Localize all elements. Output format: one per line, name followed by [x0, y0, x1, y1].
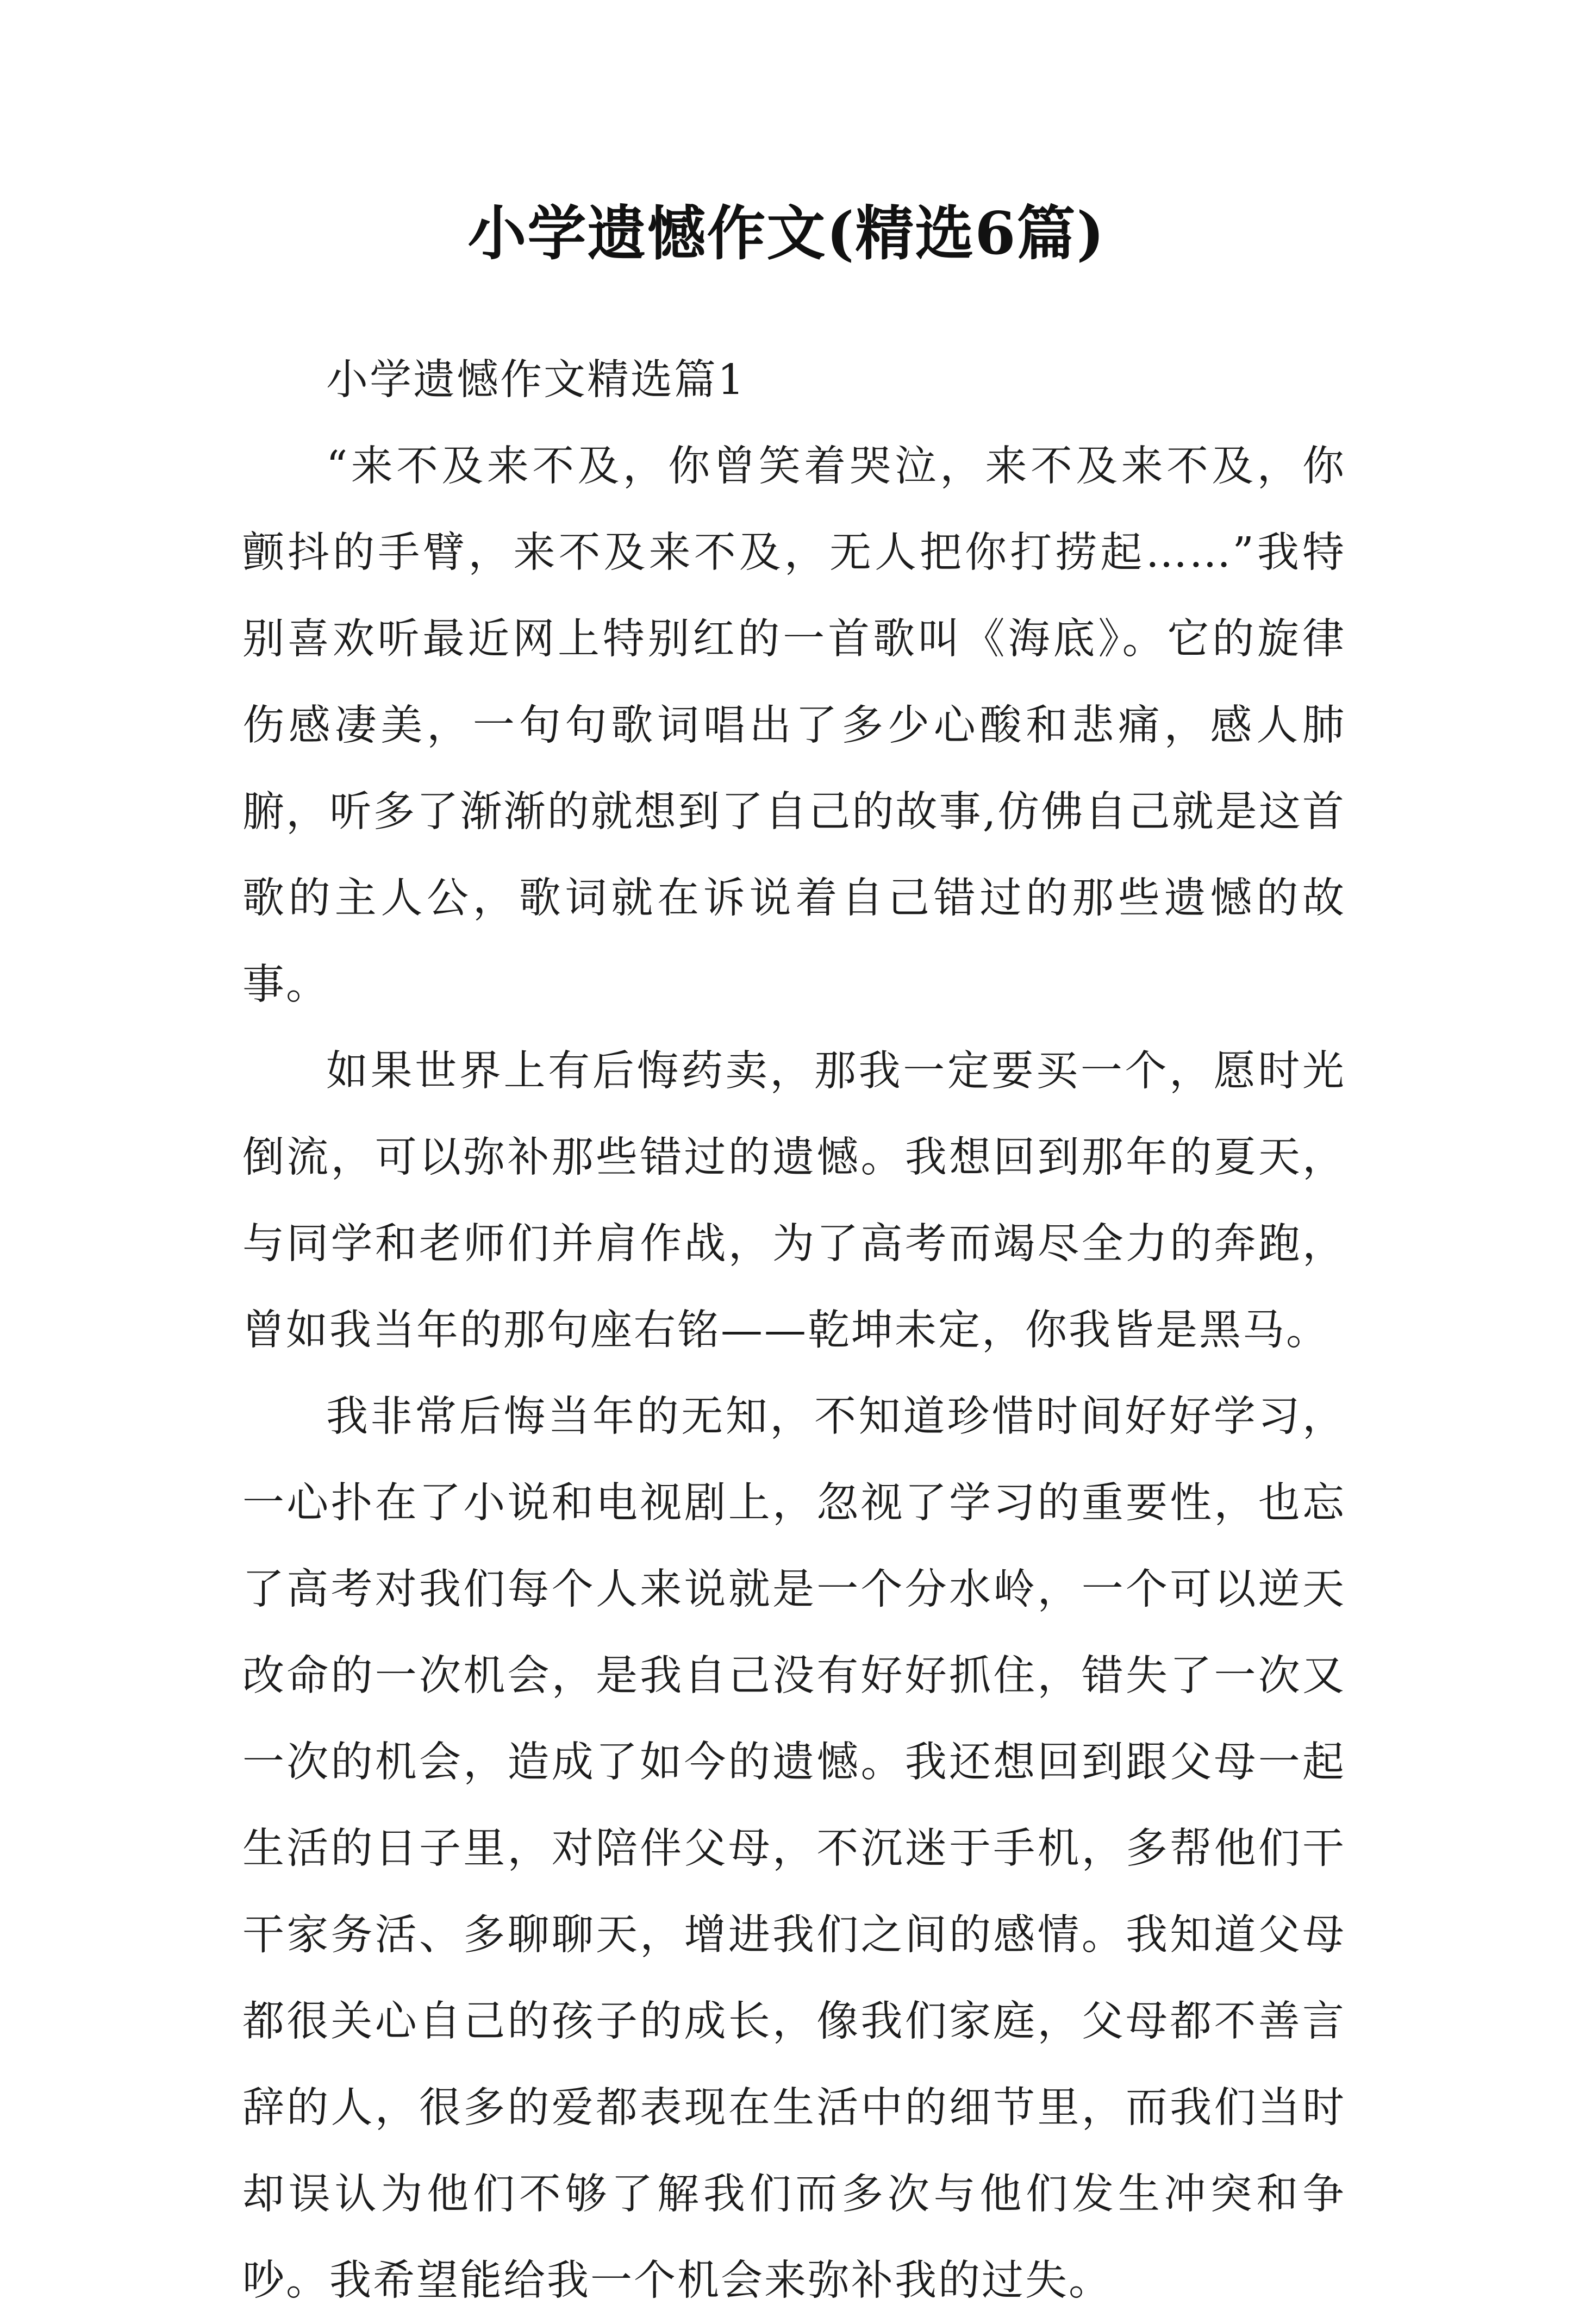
paragraph-2: 如果世界上有后悔药卖，那我一定要买一个，愿时光倒流，可以弥补那些错过的遗憾。我想回到那年的夏天，与同学和老师们并肩作战，为了高考而竭尽全力的奔跑，曾如我当年的那句座右铭——乾坤未定，你我皆是黑马。: [242, 1047, 1346, 1355]
section-heading: 小学遗憾作文精选篇1: [326, 356, 746, 404]
paragraph-3: 我非常后悔当年的无知，不知道珍惜时间好好学习，一心扑在了小说和电视剧上，忽视了学习的重要性，也忘了高考对我们每个人来说就是一个分水岭，一个可以逆天改命的一次机会，是我自己没有好好抓住，错失了一次又一次的机会，造成了如今的遗憾。我还想回到跟父母一起生活的日子里，对陪伴父母，不沉迷于手机，多帮他们干干家务活、多聊聊天，增进我们之间的感情。我知道父母都很关心自己的孩子的成长，像我们家庭，父母都不善言辞的人，很多的爱都表现在生活中的细节里，而我们当时却误认为他们不够了解我们而多次与他们发生冲突和争吵。我希望能给我一个机会来弥补我的过失。: [242, 1393, 1346, 2305]
document-title: 小学遗憾作文(精选6篇): [467, 199, 1106, 268]
document-body: [242, 337, 1346, 2324]
paragraph-1: “来不及来不及，你曾笑着哭泣，来不及来不及，你颤抖的手臂，来不及来不及，无人把你打捞起……”我特别喜欢听最近网上特别红的一首歌叫《海底》。它的旋律伤感凄美，一句句歌词唱出了多少心酸和悲痛，感人肺腑，听多了渐渐的就想到了自己的故事,仿佛自己就是这首歌的主人公，歌词就在诉说着自己错过的那些遗憾的故事。: [242, 442, 1346, 1009]
